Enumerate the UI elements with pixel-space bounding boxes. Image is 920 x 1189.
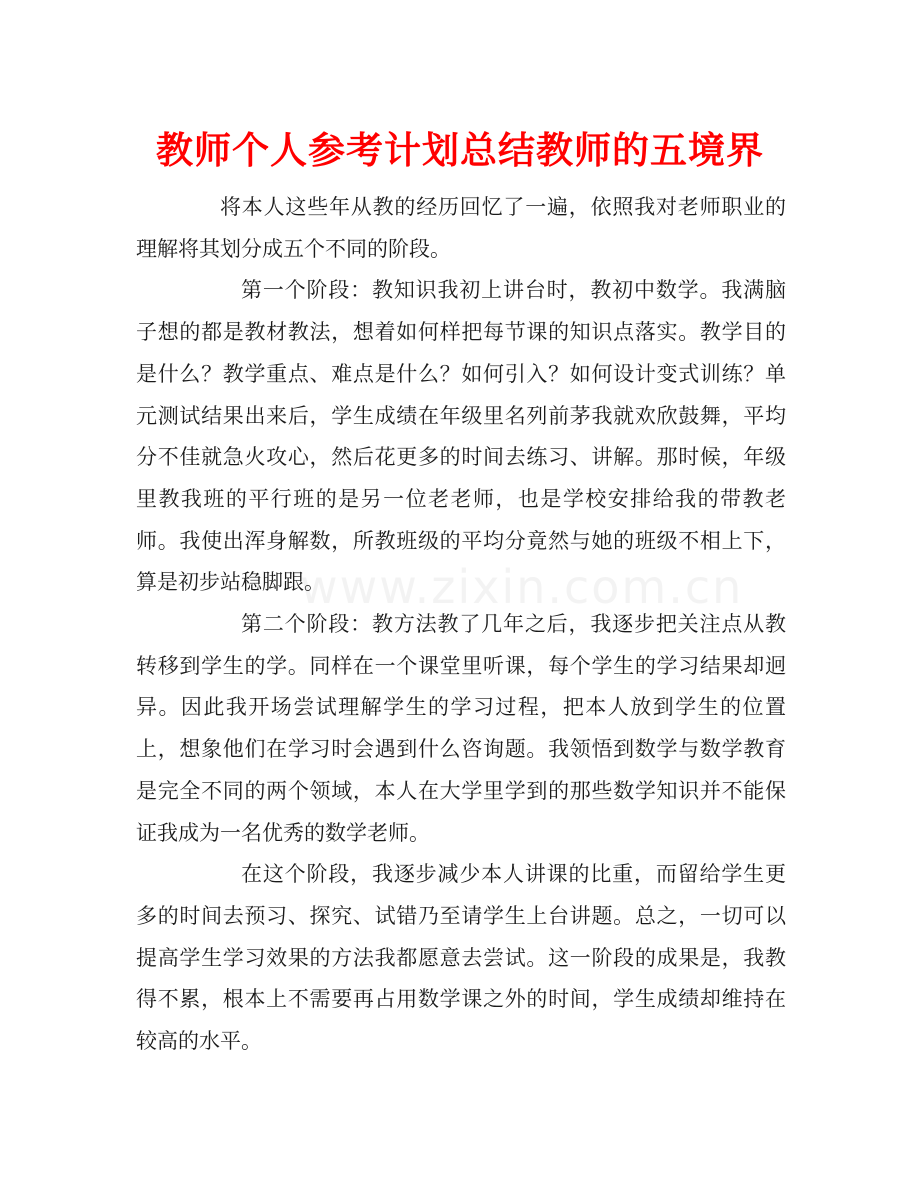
paragraph-stage-two-continued: 在这个阶段，我逐步减少本人讲课的比重，而留给学生更多的时间去预习、探究、试错乃至请学生上台讲题。总之，一切可以提高学生学习效果的方法我都愿意去尝试。这一阶段的成果是，我教得不累，根本上不需要再占用数学课之外的时间，学生成绩却维持在较高的水平。 <box>136 862 786 1054</box>
document-body <box>136 187 786 1063</box>
watermark: www.zixin.com.cn <box>300 560 744 614</box>
paragraph-stage-two: 第二个阶段：教方法教了几年之后，我逐步把关注点从教转移到学生的学。同样在一个课堂里听课，每个学生的学习结果却迥异。因此我开场尝试理解学生的学习过程，把本人放到学生的位置上，想象他们在学习时会遇到什么咨询题。我领悟到数学与数学教育是完全不同的两个领域，本人在大学里学到的那些数学知识并不能保证我成为一名优秀的数学老师。 <box>136 612 786 845</box>
paragraph-stage-one: 第一个阶段：教知识我初上讲台时，教初中数学。我满脑子想的都是教材教法，想着如何样把每节课的知识点落实。教学目的是什么？教学重点、难点是什么？如何引入？如何设计变式训练？单元测试结果出来后，学生成绩在年级里名列前茅我就欢欣鼓舞，平均分不佳就急火攻心，然后花更多的时间去练习、讲解。那时候，年级里教我班的平行班的是另一位老老师，也是学校安排给我的带教老师。我使出浑身解数，所教班级的平均分竟然与她的班级不相上下，算是初步站稳脚跟。 <box>136 278 786 595</box>
paragraph-intro: 将本人这些年从教的经历回忆了一遍，依照我对老师职业的理解将其划分成五个不同的阶段。 <box>136 195 786 261</box>
document-title: 教师个人参考计划总结教师的五境界 <box>156 129 764 172</box>
